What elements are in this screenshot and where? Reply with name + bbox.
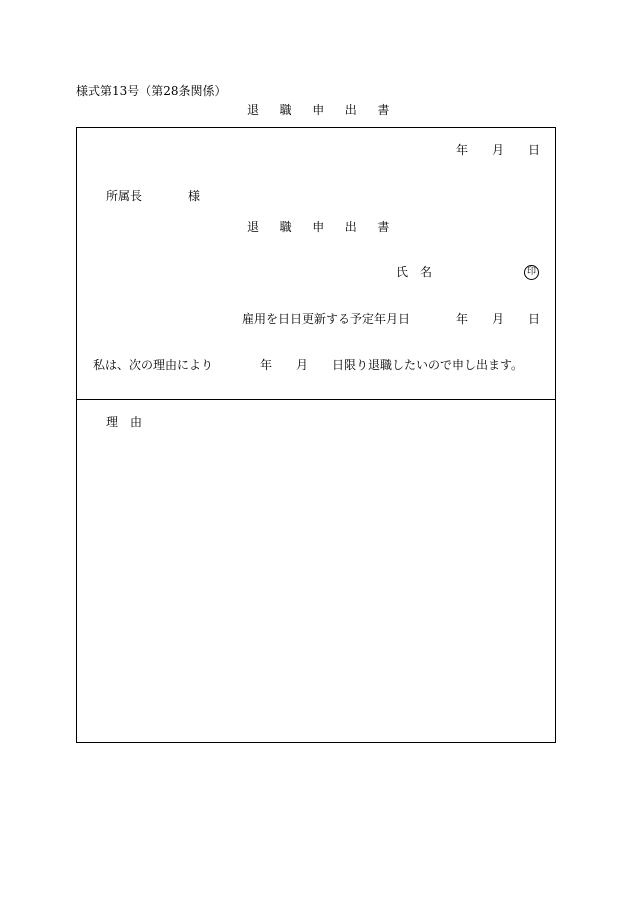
- reason-label: 理 由: [106, 415, 143, 429]
- statement-year: 年: [260, 358, 273, 372]
- submission-date-field: 年 月 日: [456, 143, 541, 157]
- form-number: 様式第13号（第28条関係）: [76, 84, 227, 98]
- addressee-honorific: 様: [188, 189, 201, 203]
- form-divider: [76, 399, 556, 400]
- document-title: 退 職 申 出 書: [247, 103, 394, 117]
- statement-intro: 私は、次の理由により: [93, 358, 214, 372]
- addressee-label: 所属長: [106, 189, 143, 203]
- renewal-date-label: 雇用を日日更新する予定年月日: [242, 312, 411, 326]
- statement-month: 月: [296, 358, 309, 372]
- seal-icon: 印: [524, 265, 539, 280]
- name-label: 氏 名: [396, 265, 433, 279]
- statement-outro: 日限り退職したいので申し出ます。: [332, 358, 524, 372]
- form-heading: 退 職 申 出 書: [247, 220, 394, 234]
- renewal-date-field: 年 月 日: [456, 312, 541, 326]
